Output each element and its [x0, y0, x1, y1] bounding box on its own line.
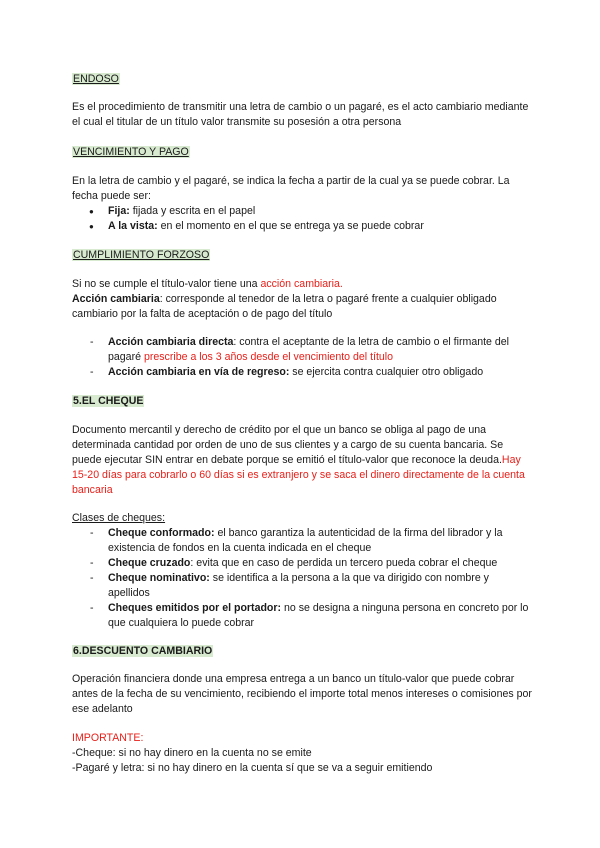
- list-item: - Cheque cruzado: evita que en caso de perdida un tercero pueda cobrar el cheque: [72, 556, 532, 571]
- heading-vencimiento: VENCIMIENTO Y PAGO: [73, 146, 189, 158]
- list-acciones: [72, 335, 532, 380]
- paragraph-descuento: Operación financiera donde una empresa entrega a un banco un título-valor que puede cobrar antes de la fecha de su vencimiento, recibiendo el importe total menos intereses o comisiones por ese adelanto: [72, 673, 532, 715]
- heading-endoso: ENDOSO: [73, 73, 119, 85]
- list-fecha: [72, 204, 532, 234]
- heading-cumplimiento: CUMPLIMIENTO FORZOSO: [73, 249, 210, 261]
- heading-descuento: 6.DESCUENTO CAMBIARIO: [73, 645, 213, 657]
- paragraph-cheque: Documento mercantil y derecho de crédito por el que un banco se obliga al pago de una determinada cantidad por orden de uno de sus clientes y a cargo de su cuenta bancaria. Se puede ejecutar SIN entrar en debate porque se emitió el título-valor que reconoce la deuda.Hay 15-20 días para cobrarlo o 60 días si es extranjero y se saca el dinero directamente de la cuenta bancaria: [72, 424, 525, 496]
- clases-label: Clases de cheques:: [72, 512, 166, 524]
- paragraph-vencimiento: En la letra de cambio y el pagaré, se indica la fecha a partir de la cual ya se puede cobrar. La fecha puede ser:: [72, 175, 510, 202]
- list-item: - Cheque nominativo: se identifica a la persona a la que va dirigido con nombre y apellidos: [72, 571, 532, 601]
- list-item: ● A la vista: en el momento en el que se entrega ya se puede cobrar: [72, 219, 532, 234]
- list-item: - Cheque conformado: el banco garantiza la autenticidad de la firma del librador y la existencia de fondos en la cuenta indicada en el cheque: [72, 526, 532, 556]
- paragraph-cumplimiento: Si no se cumple el título-valor tiene una acción cambiaria. Acción cambiaria: corresponde al tenedor de la letra o pagaré frente a cualquier obligado cambiario por la falta de aceptación o de pago del título: [72, 278, 497, 320]
- importante-block: IMPORTANTE: -Cheque: si no hay dinero en la cuenta no se emite -Pagaré y letra: si no hay dinero en la cuenta sí que se va a seguir emitiendo: [72, 732, 433, 774]
- list-item: - Acción cambiaria en vía de regreso: se ejercita contra cualquier otro obligado: [72, 365, 532, 380]
- list-clases-cheques: [72, 526, 532, 631]
- list-item: ● Fija: fijada y escrita en el papel: [72, 204, 532, 219]
- list-item: - Acción cambiaria directa: contra el aceptante de la letra de cambio o el firmante del pagaré prescribe a los 3 años desde el vencimiento del título: [72, 335, 532, 365]
- list-item: - Cheques emitidos por el portador: no se designa a ninguna persona en concreto por lo que cualquiera lo puede cobrar: [72, 601, 532, 631]
- heading-cheque: 5.EL CHEQUE: [73, 395, 144, 407]
- paragraph-endoso: Es el procedimiento de transmitir una letra de cambio o un pagaré, es el acto cambiario mediante el cual el titular de un título valor transmite su posesión a otra persona: [72, 101, 529, 128]
